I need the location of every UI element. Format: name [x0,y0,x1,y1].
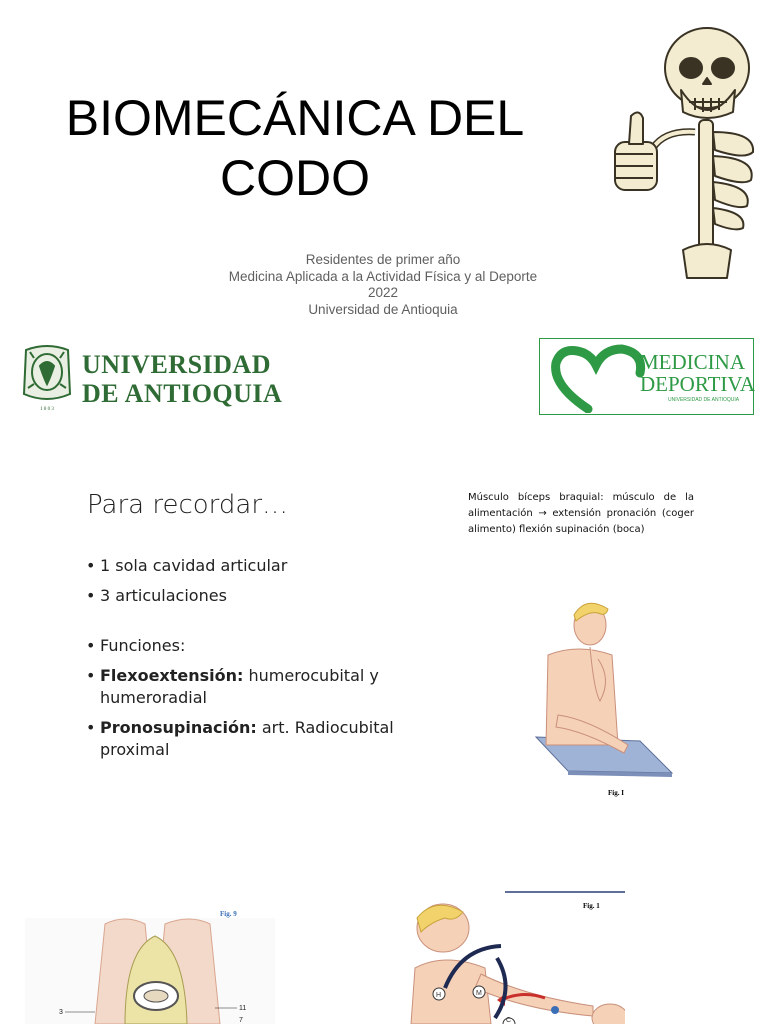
seal-year: 1 8 0 3 [40,407,54,412]
content-slide-figures [0,870,768,1024]
subtitle-line: Medicina Aplicada a la Actividad Física y al Deporte [228,268,538,284]
elbow-anatomy-section-figure [25,910,275,1024]
figure-marker: H [436,992,442,999]
figure-marker: C [506,1017,512,1024]
title-line-2: CODO [220,150,370,206]
md-line-1: MEDICINA [640,350,745,374]
subtitle-line: Residentes de primer año [305,252,461,267]
bullet-text: art. Radiocubital proximal [100,718,394,759]
content-slide-recordar [0,440,768,870]
md-wordmark [640,351,755,395]
bullet-bold-text: Pronosupinación: [100,718,257,737]
bullet-text: 1 sola cavidad articular [100,556,288,575]
bullet-item [86,665,416,709]
elbow-figure-illustration [528,595,678,800]
bullet-item [86,717,416,761]
bullet-item [86,585,416,607]
title-line-1: BIOMECÁNICA DEL [65,90,525,146]
slide-heading: Para recordar… [87,490,289,520]
figure-number: 11 [239,1005,247,1012]
figure-number: 3 [59,1009,63,1016]
bullet-text: Funciones: [100,636,186,655]
title-slide [0,0,768,440]
skeleton-thumbs-up-illustration [595,20,768,280]
udea-seal-icon [20,344,74,414]
udea-logo [20,344,310,416]
bullet-text: 3 articulaciones [100,586,227,605]
pronosupination-figure [405,888,625,1024]
bullet-bold-text: Flexoextensión: [100,666,244,685]
bullet-item [86,555,416,577]
presentation-subtitle [150,252,616,318]
biceps-note: Músculo bíceps braquial: músculo de la alimentación → extensión pronación (coger alimento) flexión supinación (boca) [468,492,694,535]
figure-label: Fig. 9 [220,910,237,918]
figure-marker: M [476,990,482,997]
bullet-list [86,555,416,769]
md-line-2: DEPORTIVA [640,372,756,396]
heart-icon [548,343,648,413]
presentation-title [30,88,560,208]
udea-wordmark [82,350,282,408]
bullet-text: humerocubital y humeroradial [100,666,379,707]
subtitle-line: 2022 [367,285,399,300]
udea-line-2: DE ANTIOQUIA [82,379,283,408]
udea-line-1: UNIVERSIDAD [82,350,271,379]
medicina-deportiva-logo [539,338,754,415]
bullet-item [86,635,416,657]
figure-number: 7 [239,1017,243,1024]
figure-label: Fig. I [608,789,624,797]
subtitle-line: Universidad de Antioquia [308,301,458,317]
figure-label: Fig. 1 [583,902,600,910]
md-subtext: UNIVERSIDAD DE ANTIOQUIA [668,397,740,403]
